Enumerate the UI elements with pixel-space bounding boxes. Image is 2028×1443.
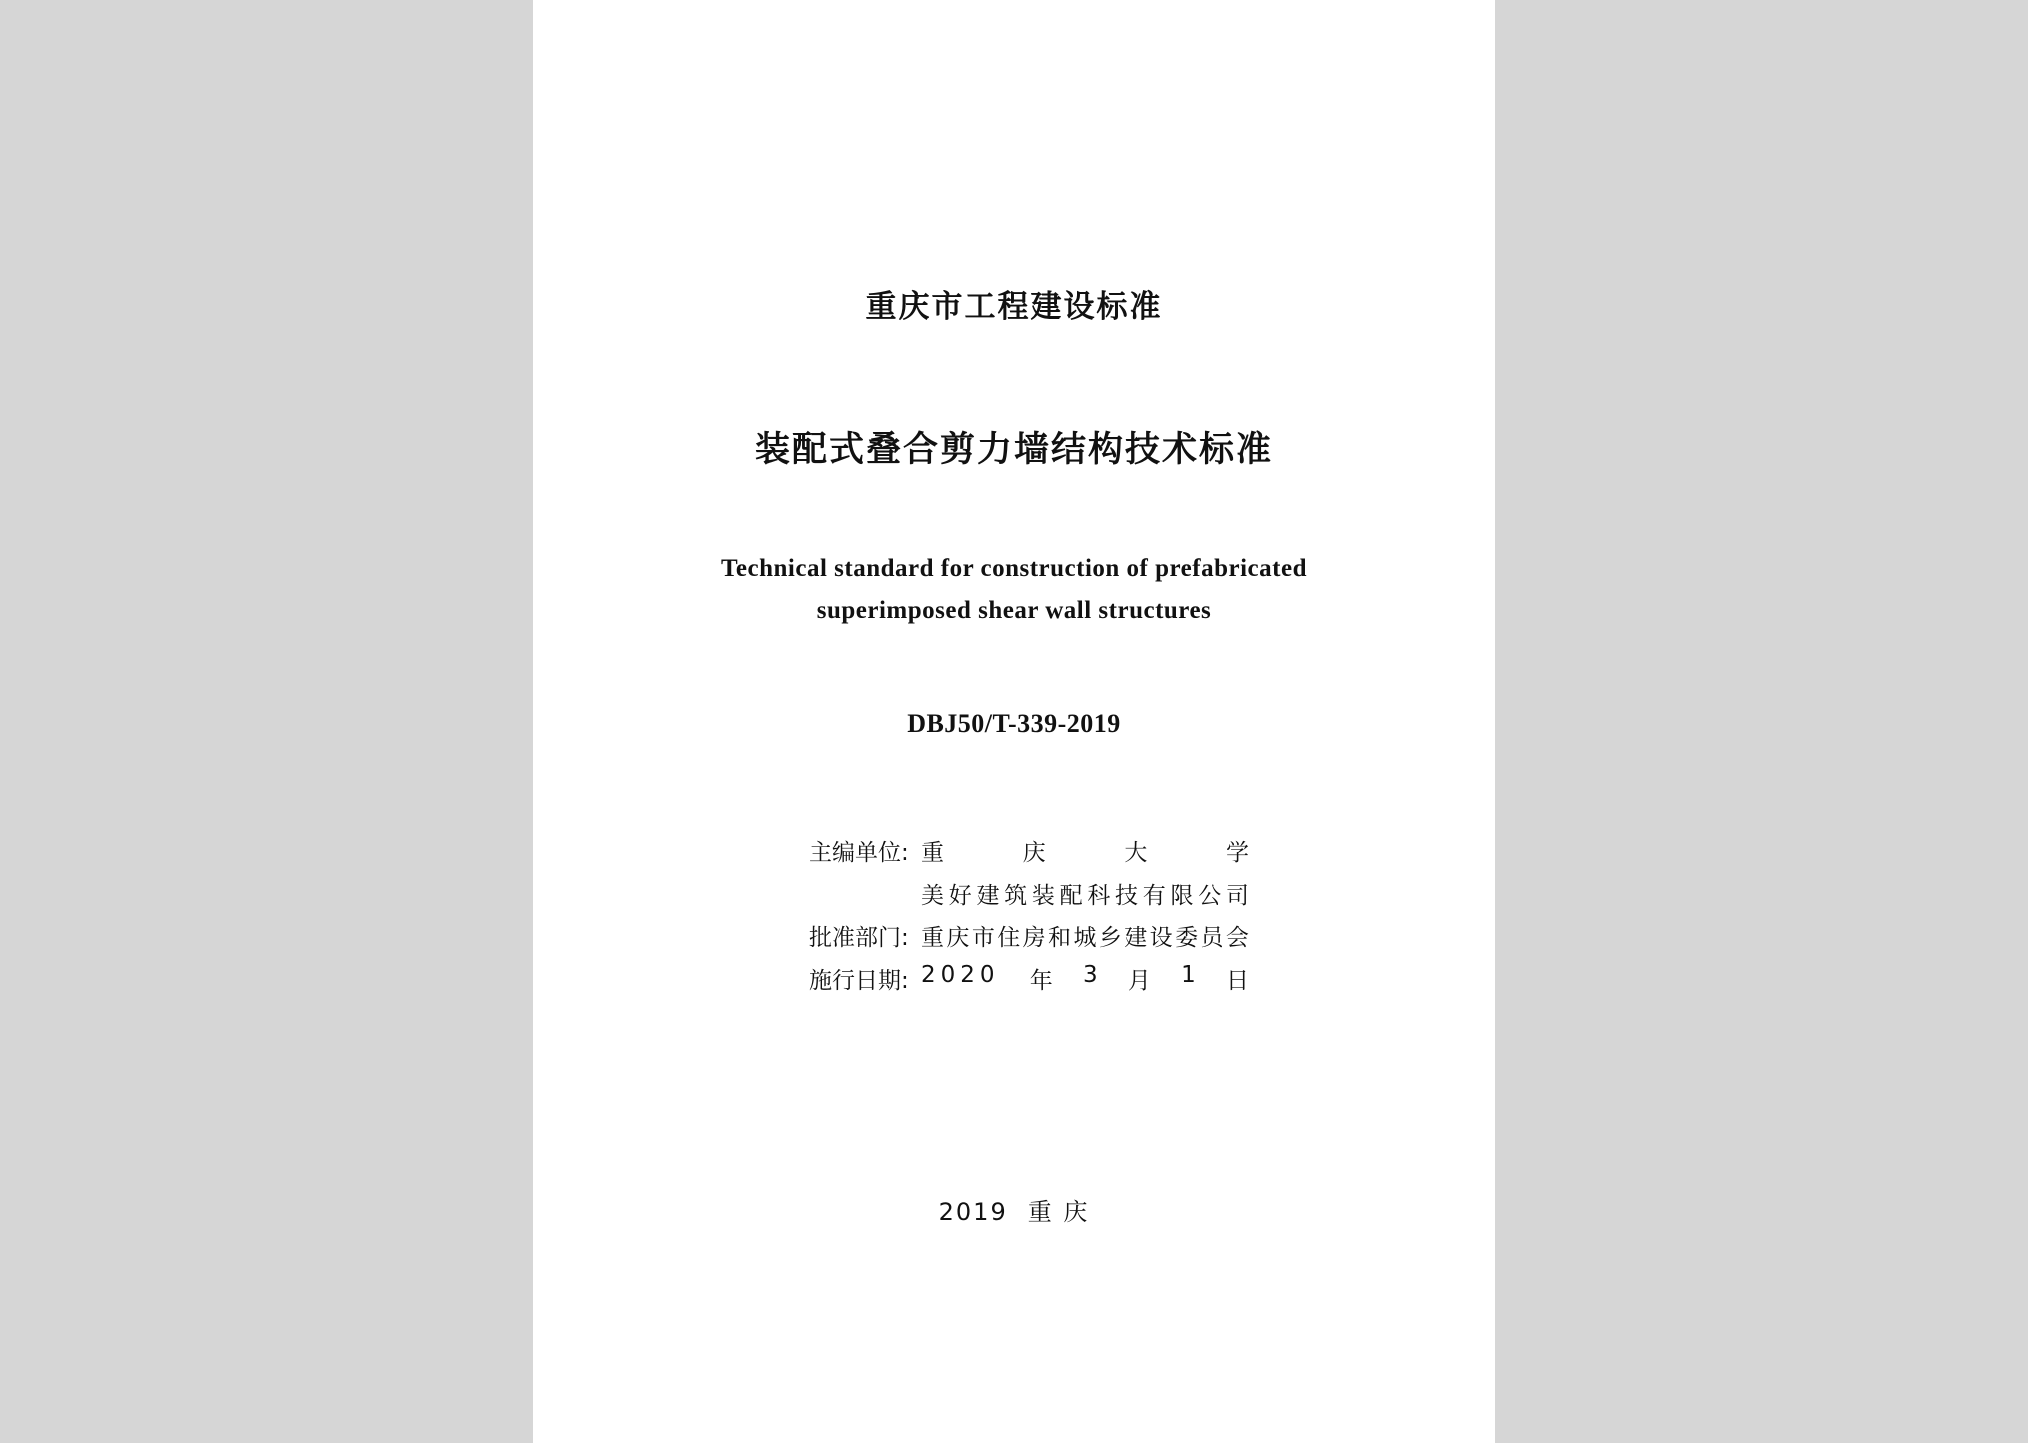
footer-imprint xyxy=(533,1192,1495,1227)
effective-date-label: 施行日期: xyxy=(809,967,909,994)
footer-year: 2019 xyxy=(938,1198,1008,1226)
effective-date-value: 2020 年 3 月 1 日 xyxy=(921,961,1249,994)
editor-value-primary: 重 庆 大 学 xyxy=(921,840,1249,866)
approver-label: 批准部门: xyxy=(809,925,909,951)
editor-value-secondary: 美 好 建 筑 装 配 科 技 有 限 公 司 xyxy=(921,882,1249,909)
footer-city: 重 庆 xyxy=(1027,1198,1090,1226)
approver-row xyxy=(809,919,1249,962)
standard-code: DBJ50/T-339-2019 xyxy=(907,709,1121,738)
effective-date-row xyxy=(809,962,1249,1005)
series-title: 重庆市工程建设标准 xyxy=(865,289,1163,325)
editor-label: 主编单位: xyxy=(809,840,909,866)
document-title-english xyxy=(533,548,1495,632)
document-title-chinese: 装配式叠合剪力墙结构技术标准 xyxy=(754,430,1273,470)
title-english-line-2: superimposed shear wall structures xyxy=(816,597,1212,624)
approver-value: 重 庆 市 住 房 和 城 乡 建 设 委 员 会 xyxy=(921,925,1249,951)
editor-row-secondary xyxy=(809,877,1249,920)
document-page xyxy=(533,0,1495,1443)
publication-info xyxy=(809,834,1249,1004)
title-english-line-1: Technical standard for construction of prefabricated xyxy=(721,555,1307,582)
editor-row xyxy=(809,834,1249,877)
